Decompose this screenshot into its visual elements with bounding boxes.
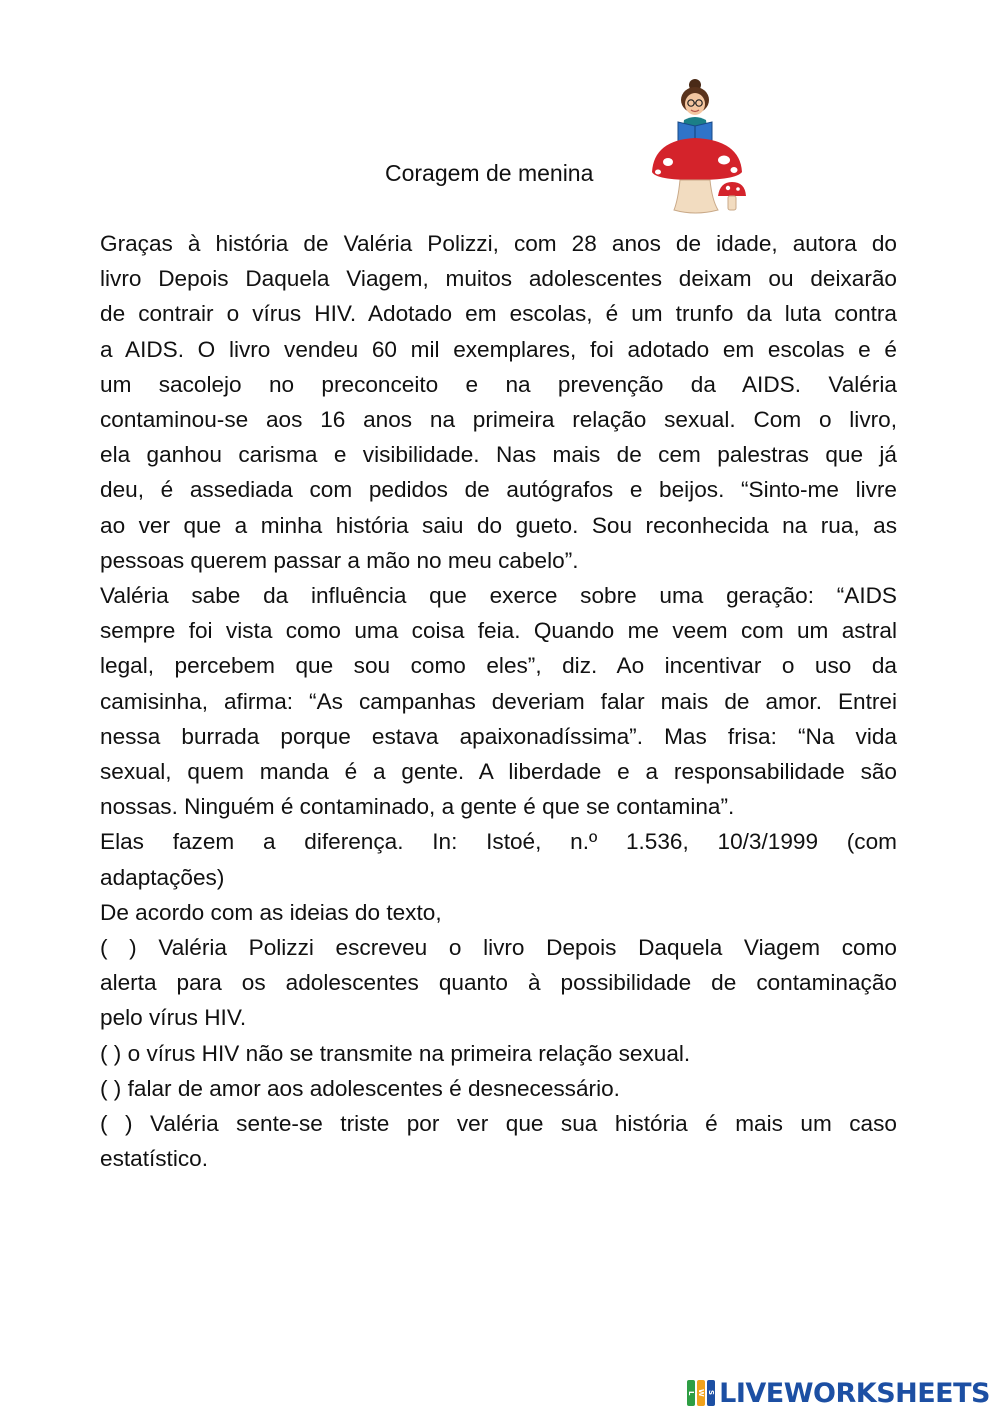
page-title: Coragem de menina	[385, 160, 594, 186]
answer-option-1	[100, 930, 897, 1036]
logo-mark-icon	[687, 1380, 715, 1406]
text-line: pessoas querem passar a mão no meu cabelo”.	[100, 547, 579, 573]
answer-option-2	[100, 1036, 897, 1071]
question-prompt	[100, 895, 897, 930]
text-line: ( ) Valéria Polizzi escreveu o livro Depois Daquela Viagem como	[100, 935, 897, 961]
paragraph-story	[100, 226, 897, 578]
text-line: De acordo com as ideias do texto,	[100, 899, 442, 925]
logo-block: L	[687, 1380, 695, 1406]
paragraph-source	[100, 824, 897, 894]
text-line: livro Depois Daquela Viagem, muitos adolescentes deixam ou deixarão	[100, 266, 897, 292]
text-line: deu, é assediada com pedidos de autógrafos e beijos. “Sinto-me livre	[100, 477, 897, 503]
text-line: ela ganhou carisma e visibilidade. Nas mais de cem palestras que já	[100, 442, 897, 468]
text-line: contaminou-se aos 16 anos na primeira relação sexual. Com o livro,	[100, 407, 897, 433]
answer-option-3	[100, 1071, 897, 1106]
text-line: nossas. Ninguém é contaminado, a gente é que se contamina”.	[100, 794, 735, 820]
text-line: sempre foi vista como uma coisa feia. Quando me veem com um astral	[100, 618, 897, 644]
worksheet-text	[100, 226, 897, 1176]
text-line: adaptações)	[100, 864, 225, 890]
text-line: ao ver que a minha história saiu do gueto. Sou reconhecida na rua, as	[100, 512, 897, 538]
text-line: alerta para os adolescentes quanto à possibilidade de contaminação	[100, 970, 897, 996]
girl-reading-on-mushroom-illustration	[648, 76, 758, 216]
text-line: legal, percebem que sou como eles”, diz. Ao incentivar o uso da	[100, 653, 897, 679]
text-line: a AIDS. O livro vendeu 60 mil exemplares, foi adotado em escolas e é	[100, 336, 897, 362]
text-line: nessa burrada porque estava apaixonadíssima”. Mas frisa: “Na vida	[100, 723, 897, 749]
text-line: Graças à história de Valéria Polizzi, com 28 anos de idade, autora do	[100, 231, 897, 256]
text-line: sexual, quem manda é a gente. A liberdade e a responsabilidade são	[100, 759, 897, 785]
text-line: um sacolejo no preconceito e na prevenção da AIDS. Valéria	[100, 371, 897, 397]
text-line: Valéria sabe da influência que exerce sobre uma geração: “AIDS	[100, 583, 897, 609]
logo-block: S	[707, 1380, 715, 1406]
text-line: pelo vírus HIV.	[100, 1005, 247, 1031]
logo-text: LIVEWORKSHEETS	[719, 1377, 990, 1409]
liveworksheets-logo	[687, 1374, 990, 1412]
text-line: ( ) falar de amor aos adolescentes é desnecessário.	[100, 1075, 620, 1101]
text-line: estatístico.	[100, 1146, 208, 1172]
text-line: Elas fazem a diferença. In: Istoé, n.º 1.536, 10/3/1999 (com	[100, 829, 897, 855]
logo-block: W	[697, 1380, 705, 1406]
text-line: de contrair o vírus HIV. Adotado em escolas, é um trunfo da luta contra	[100, 301, 897, 327]
text-line: camisinha, afirma: “As campanhas deveriam falar mais de amor. Entrei	[100, 688, 897, 714]
text-line: ( ) o vírus HIV não se transmite na primeira relação sexual.	[100, 1040, 691, 1066]
paragraph-quote	[100, 578, 897, 824]
text-line: ( ) Valéria sente-se triste por ver que sua história é mais um caso	[100, 1111, 897, 1137]
answer-option-4	[100, 1106, 897, 1176]
